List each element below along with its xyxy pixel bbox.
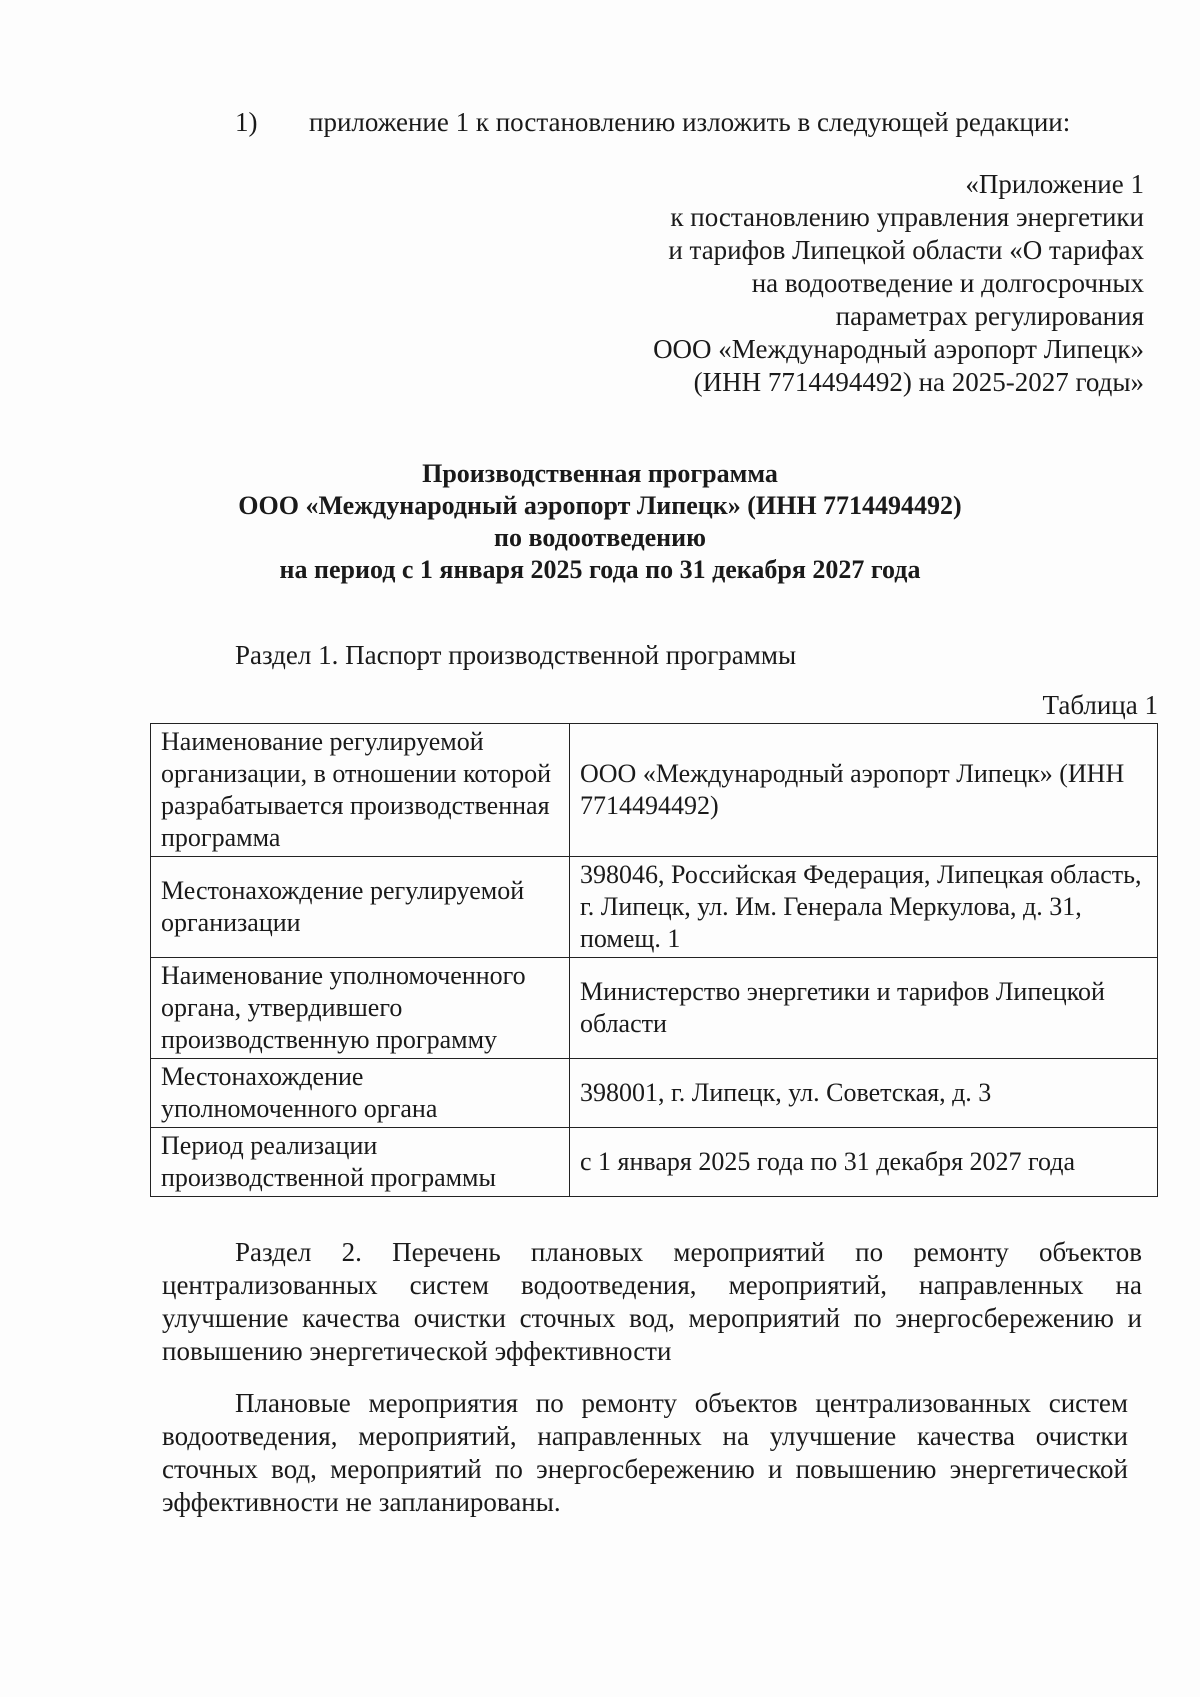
item-text: приложение 1 к постановлению изложить в следующей редакции:: [309, 107, 1071, 137]
appendix-line: (ИНН 7714494492) на 2025-2027 годы»: [693, 367, 1144, 397]
section1-heading: Раздел 1. Паспорт производственной программы: [235, 640, 797, 670]
row-value: 398046, Российская Федерация, Липецкая область, г. Липецк, ул. Им. Генерала Меркулова, д. 31, помещ. 1: [570, 857, 1158, 958]
table-row: [151, 958, 1158, 1059]
appendix-line: ООО «Международный аэропорт Липецк»: [653, 334, 1144, 364]
section2-paragraph: Плановые мероприятия по ремонту объектов централизованных систем водоотведения, мероприятий, направленных на улучшение качества очистки сточных вод, мероприятий по энергосбережению и повышению энергетической эффективности не запланированы.: [162, 1388, 1128, 1517]
section2-heading: Раздел 2. Перечень плановых мероприятий по ремонту объектов централизованных систем водоотведения, мероприятий, направленных на улучшение качества очистки сточных вод, мероприятий по энергосбережению и повышению энергетической эффективности: [162, 1237, 1142, 1366]
table-label: Таблица 1: [1042, 690, 1158, 720]
passport-table: [150, 723, 1158, 1197]
appendix-line: к постановлению управления энергетики: [670, 202, 1144, 232]
appendix-line: «Приложение 1: [965, 169, 1144, 199]
table-row: [151, 1128, 1158, 1197]
row-label: Местонахождение уполномоченного органа: [151, 1059, 570, 1128]
row-value: ООО «Международный аэропорт Липецк» (ИНН 7714494492): [570, 724, 1158, 857]
title-line: Производственная программа: [422, 459, 778, 488]
appendix-line: и тарифов Липецкой области «О тарифах: [668, 235, 1144, 265]
table-row: [151, 724, 1158, 857]
title-line: на период с 1 января 2025 года по 31 декабря 2027 года: [279, 555, 921, 584]
row-value: с 1 января 2025 года по 31 декабря 2027 года: [570, 1128, 1158, 1197]
row-label: Местонахождение регулируемой организации: [151, 857, 570, 958]
appendix-line: параметрах регулирования: [835, 301, 1144, 331]
title-line: ООО «Международный аэропорт Липецк» (ИНН 7714494492): [238, 491, 962, 520]
table-row: [151, 1059, 1158, 1128]
amendment-item: [235, 107, 1070, 138]
program-title: [150, 458, 1050, 586]
row-label: Наименование регулируемой организации, в отношении которой разрабатывается производственная программа: [151, 724, 570, 857]
row-value: 398001, г. Липецк, ул. Советская, д. 3: [570, 1059, 1158, 1128]
item-number: 1): [235, 107, 258, 137]
table-row: [151, 857, 1158, 958]
row-label: Период реализации производственной программы: [151, 1128, 570, 1197]
appendix-line: на водоотведение и долгосрочных: [751, 268, 1144, 298]
row-label: Наименование уполномоченного органа, утвердившего производственную программу: [151, 958, 570, 1059]
row-value: Министерство энергетики и тарифов Липецкой области: [570, 958, 1158, 1059]
title-line: по водоотведению: [494, 523, 706, 552]
appendix-header: [584, 168, 1144, 399]
